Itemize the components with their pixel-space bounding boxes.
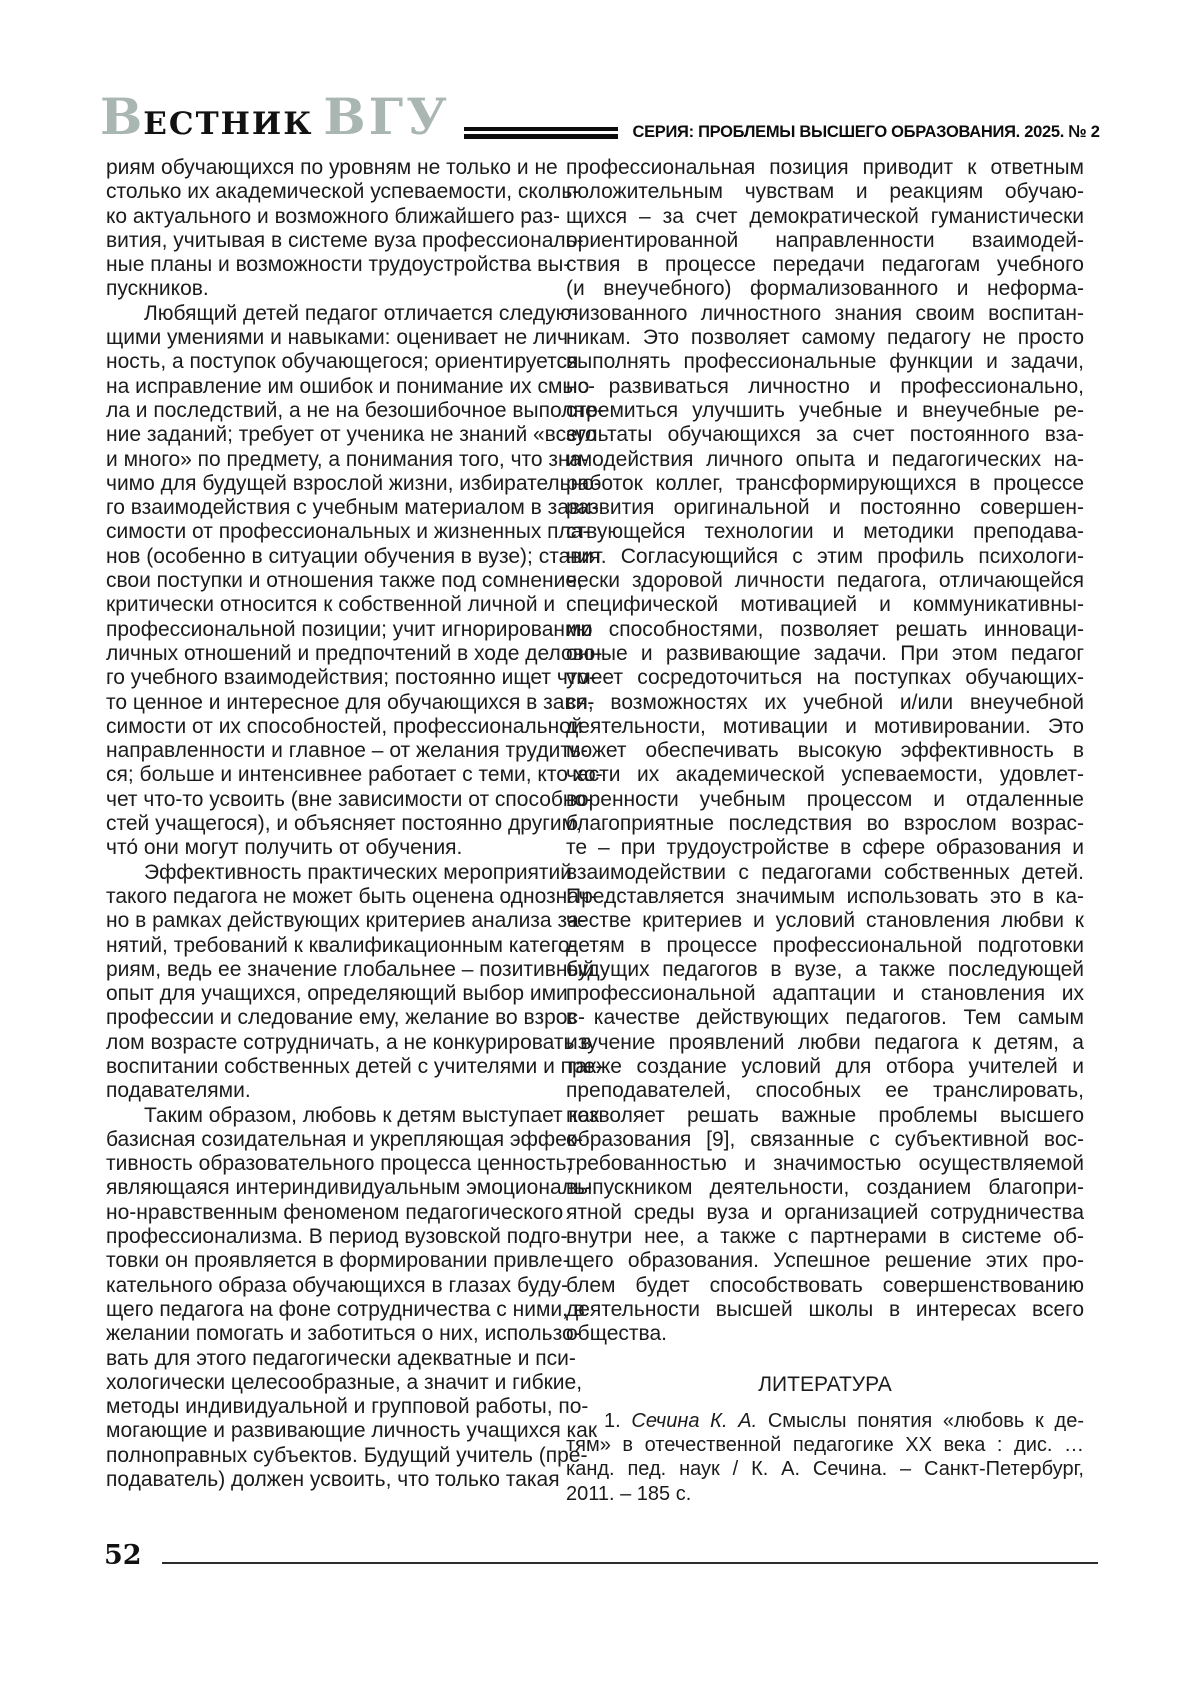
text-line: ятной среды вуза и организацией сотрудничества bbox=[566, 1200, 1084, 1224]
text-line: ность, а поступок обучающегося; ориентируется bbox=[106, 350, 579, 374]
text-line: но в рамках действующих критериев анализа за- bbox=[106, 909, 586, 933]
text-line: деятельности высшей школы в интересах всего bbox=[566, 1297, 1084, 1321]
text-line: деятельности, мотивации и мотивировании. Это bbox=[566, 714, 1084, 738]
literature-heading: ЛИТЕРАТУРА bbox=[758, 1372, 892, 1396]
text-line: критически относится к собственной личной и bbox=[106, 593, 556, 617]
text-line: ствия в процессе передачи педагогам учебного bbox=[566, 253, 1084, 277]
text-line: симости от профессиональных и жизненных пла- bbox=[106, 520, 590, 544]
text-line: ко актуального и возможного ближайшего раз- bbox=[106, 204, 561, 228]
literature-line bbox=[566, 1457, 1084, 1481]
text-line: блем будет способствовать совершенствованию bbox=[566, 1273, 1084, 1297]
text-line: такого педагога не может быть оценена однознач- bbox=[106, 884, 597, 908]
text-line: ми способностями, позволяет решать инноваци- bbox=[566, 617, 1084, 641]
text-line: зультаты обучающихся за счет постоянного вза- bbox=[566, 423, 1084, 447]
text-line: стей учащегося), и объясняет постоянно другим, bbox=[106, 812, 582, 836]
text-line: выпускником деятельности, созданием благопри- bbox=[566, 1176, 1084, 1200]
text-line: требованностью и значимостью осуществляемой bbox=[566, 1152, 1084, 1176]
text-line: внутри нее, а также с партнерами в системе об- bbox=[566, 1225, 1084, 1249]
text-line: изучение проявлений любви педагога к детям, а bbox=[566, 1030, 1084, 1054]
text-line: риям обучающихся по уровням не только и не bbox=[106, 156, 558, 179]
page-footer bbox=[104, 1542, 1098, 1569]
text-line: позволяет решать важные проблемы высшего bbox=[566, 1103, 1084, 1127]
text-line: детям в процессе профессиональной подготовки bbox=[566, 933, 1084, 957]
journal-logo bbox=[100, 87, 450, 146]
text-line: нятий, требований к квалификационным катего- bbox=[106, 933, 577, 957]
text-line: на исправление им ошибок и понимание их смыс- bbox=[106, 374, 595, 398]
text-line: щихся – за счет демократической гуманистически bbox=[566, 204, 1084, 228]
text-line: имодействия личного опыта и педагогических на- bbox=[566, 447, 1084, 471]
journal-logo-rest: ЕСТНИК bbox=[143, 106, 314, 142]
paragraph bbox=[106, 156, 584, 302]
text-line: ориентированной направленности взаимодей- bbox=[566, 228, 1084, 252]
text-line: профессиональная позиция приводит к ответным bbox=[566, 156, 1084, 179]
text-line: го взаимодействия с учебным материалом в зави- bbox=[106, 496, 599, 520]
journal-logo-initial: В bbox=[100, 87, 144, 146]
text-line: опыт для учащихся, определяющий выбор ими bbox=[106, 982, 568, 1006]
text-line: ные планы и возможности трудоустройства вы- bbox=[106, 253, 571, 277]
text-line: но развиваться личностно и профессионально, bbox=[566, 374, 1084, 398]
text-line: профессионализма. В период вузовской подго- bbox=[106, 1225, 568, 1249]
text-line: части их академической успеваемости, удовлет- bbox=[566, 763, 1084, 787]
text-line: воренности учебным процессом и отдаленные bbox=[566, 787, 1084, 811]
text-line: чимо для будущей взрослой жизни, избирательно- bbox=[106, 471, 601, 495]
text-line: преподавателей, способных ее транслировать, bbox=[566, 1079, 1084, 1103]
text-line: Таким образом, любовь к детям выступает как bbox=[144, 1103, 600, 1127]
text-line: подаватель) должен усвоить, что только такая bbox=[106, 1468, 560, 1492]
literature-line bbox=[566, 1433, 1084, 1457]
text-line: может обеспечивать высокую эффективность в bbox=[566, 739, 1084, 763]
series-title: СЕРИЯ: ПРОБЛЕМЫ ВЫСШЕГО ОБРАЗОВАНИЯ. 2025. № 2 bbox=[632, 122, 1100, 141]
text-line: вать для этого педагогически адекватные и пси- bbox=[106, 1346, 576, 1370]
text-line: ла и последствий, а не на безошибочное выполне- bbox=[106, 398, 604, 422]
text-line: профессиональной позиции; учит игнорированию bbox=[106, 617, 593, 641]
text-line: пускников. bbox=[106, 277, 209, 301]
text-line: полноправных субъектов. Будущий учитель (пре- bbox=[106, 1443, 588, 1467]
page-header bbox=[100, 87, 1100, 146]
text-line: что́ они могут получить от обучения. bbox=[106, 836, 463, 860]
text-line: нов (особенно в ситуации обучения в вузе); ставит bbox=[106, 544, 603, 568]
paragraph bbox=[106, 301, 604, 861]
page-number: 52 bbox=[104, 1540, 142, 1571]
text-line: могающие и развивающие личность учащихся как bbox=[106, 1419, 598, 1443]
text-line: лизованного личностного знания своим воспитан- bbox=[566, 301, 1084, 325]
text-line: столько их академической успеваемости, сколь- bbox=[106, 180, 580, 204]
literature-text: Смыслы понятия «любовь к де- bbox=[757, 1409, 1084, 1432]
literature-text: 1. bbox=[604, 1409, 632, 1432]
text-line: профессии и следование ему, желание во взрос- bbox=[106, 1006, 585, 1030]
text-line: направленности и главное – от желания трудить- bbox=[106, 739, 588, 763]
text-line: честве критериев и условий становления любви к bbox=[566, 909, 1084, 933]
text-line: ние заданий; требует от ученика не знаний «всего bbox=[106, 423, 597, 447]
text-line: Эффективность практических мероприятий bbox=[144, 860, 573, 884]
literature-entries bbox=[566, 1409, 1084, 1506]
text-line: тивность образовательного процесса ценность, bbox=[106, 1152, 573, 1176]
text-line: положительным чувствам и реакциям обучаю- bbox=[566, 180, 1084, 204]
footer-rule bbox=[162, 1562, 1098, 1564]
text-line: товки он проявляется в формировании привле- bbox=[106, 1249, 570, 1273]
literature-line bbox=[566, 1482, 1084, 1506]
text-line: подавателями. bbox=[106, 1079, 251, 1103]
text-line: развития оригинальной и постоянно совершен- bbox=[566, 496, 1084, 520]
text-line: желании помогать и заботиться о них, использо- bbox=[106, 1322, 581, 1346]
text-line: ся; больше и интенсивнее работает с теми, кто хо- bbox=[106, 763, 603, 787]
paragraph bbox=[106, 860, 603, 1104]
text-line: те – при трудоустройстве в сфере образования и bbox=[566, 836, 1084, 860]
text-line: онные и развивающие задачи. При этом педагог bbox=[566, 641, 1084, 665]
text-line: также создание условий для отбора учителей и bbox=[566, 1054, 1084, 1078]
text-line: никам. Это позволяет самому педагогу не просто bbox=[566, 326, 1084, 350]
text-line: взаимодействии с педагогами собственных детей. bbox=[566, 860, 1084, 884]
text-line: чески здоровой личности педагога, отличающейся bbox=[566, 569, 1084, 593]
text-line: щего образования. Успешное решение этих про- bbox=[566, 1249, 1084, 1273]
literature-author: Сечина К. А. bbox=[631, 1409, 758, 1432]
text-line: ствующейся технологии и методики преподава- bbox=[566, 520, 1084, 544]
text-line: Любящий детей педагог отличается следую- bbox=[144, 301, 579, 325]
text-line: являющаяся интериндивидуальным эмоциональ- bbox=[106, 1176, 592, 1200]
text-line: будущих педагогов в вузе, а также последующей bbox=[566, 957, 1084, 981]
text-line: методы индивидуальной и групповой работы, по- bbox=[106, 1395, 589, 1419]
text-line: щего педагога на фоне сотрудничества с ними, в bbox=[106, 1297, 585, 1321]
paragraph bbox=[566, 156, 1084, 1347]
text-line: чет что-то усвоить (вне зависимости от способно- bbox=[106, 787, 594, 811]
text-line: работок коллег, трансформирующихся в процессе bbox=[566, 471, 1084, 495]
text-line: щими умениями и навыками: оценивает не лич- bbox=[106, 326, 575, 350]
journal-logo-org: ВГУ bbox=[323, 87, 450, 146]
literature-text: 2011. – 185 с. bbox=[566, 1482, 692, 1505]
text-line: умеет сосредоточиться на поступках обучающих- bbox=[566, 666, 1084, 690]
paragraph bbox=[106, 1103, 600, 1493]
text-line: благоприятные последствия во взрослом возрас- bbox=[566, 812, 1084, 836]
text-line: общества. bbox=[566, 1322, 667, 1346]
text-line: (и внеучебного) формализованного и неформа- bbox=[566, 277, 1084, 301]
text-line: профессиональной адаптации и становления их bbox=[566, 982, 1084, 1006]
text-line: базисная созидательная и укрепляющая эффек- bbox=[106, 1127, 584, 1151]
text-line: го учебного взаимодействия; постоянно ищет что- bbox=[106, 666, 596, 690]
left-text-column bbox=[106, 156, 604, 1492]
text-line: воспитании собственных детей с учителями и пре- bbox=[106, 1054, 603, 1078]
text-line: образования [9], связанные с субъективной вос- bbox=[566, 1127, 1084, 1151]
text-line: хологически целесообразные, а значит и гибкие, bbox=[106, 1370, 583, 1394]
literature-text: тям» в отечественной педагогике XX века : дис. … bbox=[566, 1434, 1084, 1457]
text-line: ния. Согласующийся с этим профиль психологи- bbox=[566, 544, 1084, 568]
text-line: риям, ведь ее значение глобальнее – позитивный bbox=[106, 957, 595, 981]
text-line: симости от их способностей, профессиональной bbox=[106, 714, 583, 738]
text-line: личных отношений и предпочтений в ходе делово- bbox=[106, 641, 603, 665]
text-line: стремиться улучшить учебные и внеучебные ре- bbox=[566, 398, 1084, 422]
text-line: в качестве действующих педагогов. Тем самым bbox=[566, 1006, 1084, 1030]
text-line: ся, возможностях их учебной и/или внеучебной bbox=[566, 690, 1084, 714]
text-line: вития, учитывая в системе вуза профессиональ- bbox=[106, 228, 584, 252]
text-line: специфической мотивацией и коммуникативны- bbox=[566, 593, 1084, 617]
right-text-column bbox=[566, 156, 1084, 1506]
text-line: кательного образа обучающихся в глазах буду- bbox=[106, 1273, 569, 1297]
text-line: и много» по предмету, а понимания того, что зна- bbox=[106, 447, 589, 471]
text-line: лом возрасте сотрудничать, а не конкурировать в bbox=[106, 1030, 592, 1054]
header-double-rule bbox=[464, 127, 619, 139]
text-line: то ценное и интересное для обучающихся в зави- bbox=[106, 690, 595, 714]
literature-line bbox=[566, 1409, 1084, 1433]
text-line: свои поступки и отношения также под сомнение, bbox=[106, 569, 583, 593]
text-line: Представляется значимым использовать это в ка- bbox=[566, 884, 1084, 908]
text-line: но-нравственным феноменом педагогического bbox=[106, 1200, 564, 1224]
literature-text: канд. пед. наук / К. А. Сечина. – Санкт-Петербург, bbox=[566, 1458, 1084, 1481]
text-line: выполнять профессиональные функции и задачи, bbox=[566, 350, 1084, 374]
